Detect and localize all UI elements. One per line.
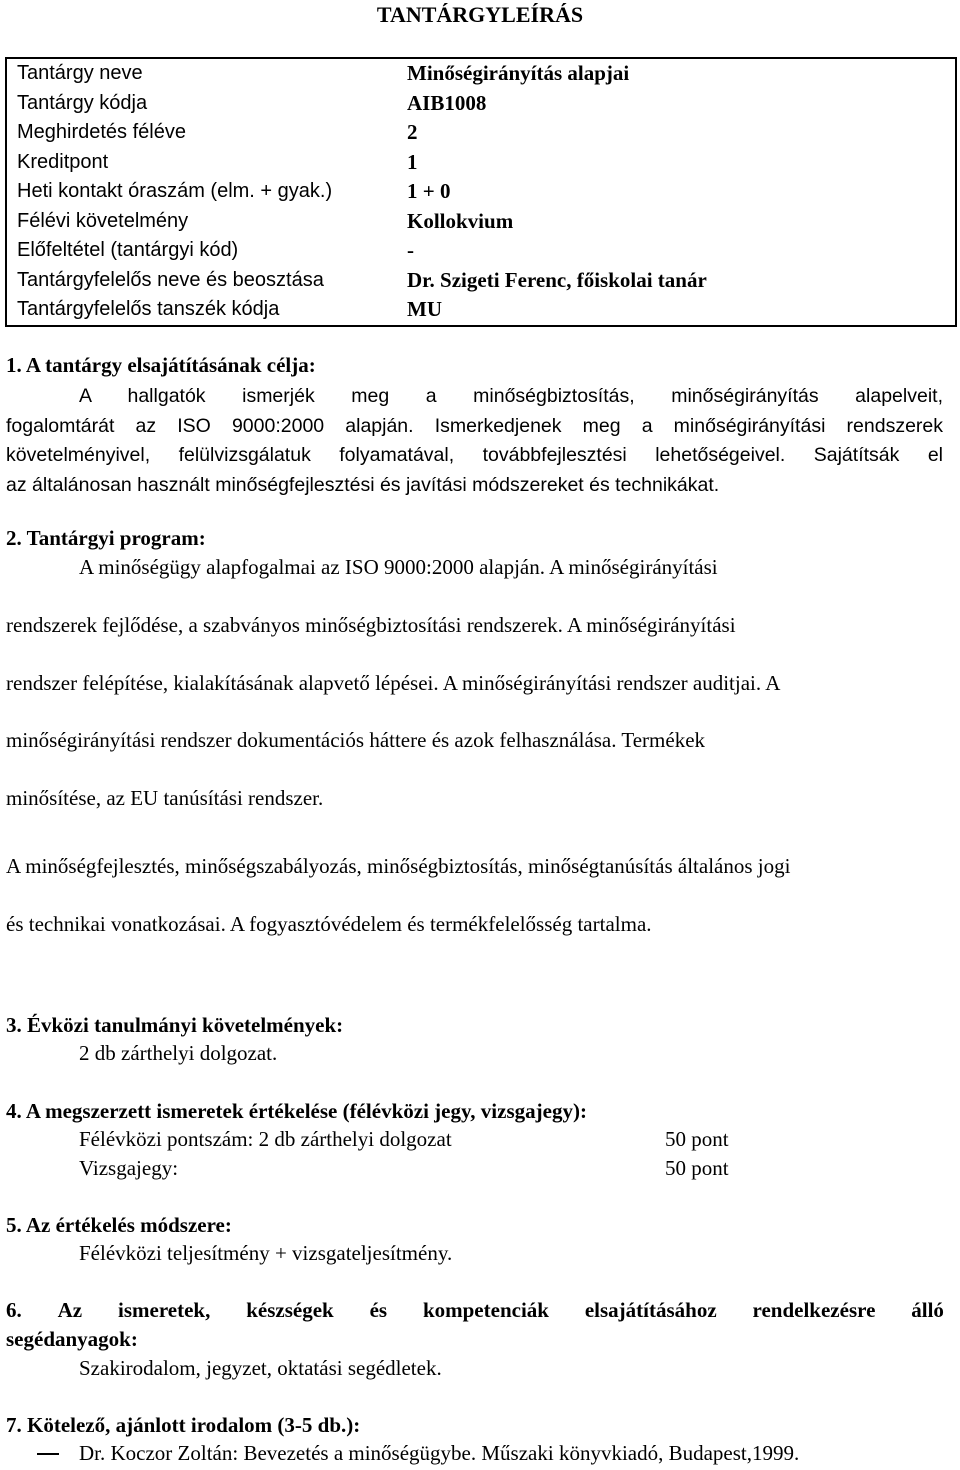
info-label: Heti kontakt óraszám (elm. + gyak.) xyxy=(17,180,333,202)
paragraph-line: követelményivel, felülvizsgálatuk folyamatával, továbbfejlesztési lehetőségeivel. Sajátítsák el xyxy=(6,444,943,466)
table-row xyxy=(6,236,956,266)
heading-word: Az xyxy=(57,1298,83,1322)
paragraph-line: A minőségfejlesztés, minőségszabályozás, minőségbiztosítás, minőségtanúsítás általános jogi xyxy=(6,854,791,878)
info-label: Félévi követelmény xyxy=(17,209,189,232)
info-value: 1 + 0 xyxy=(407,179,451,203)
heading-word: ismeretek, xyxy=(118,1298,211,1322)
info-value: MU xyxy=(407,297,442,321)
info-value: AIB1008 xyxy=(407,90,487,115)
info-label: Tantárgy neve xyxy=(17,62,143,84)
info-value: 2 xyxy=(407,120,418,144)
table-row xyxy=(6,89,956,119)
section-4-heading: 4. A megszerzett ismeretek értékelése (félévközi jegy, vizsgajegy): xyxy=(6,1099,587,1123)
info-value: Dr. Szigeti Ferenc, főiskolai tanár xyxy=(407,267,707,292)
table-row xyxy=(6,266,956,296)
info-label: Kreditpont xyxy=(17,150,109,173)
paragraph-line: az általánosan használt minőségfejlesztési és javítási módszereket és technikákat. xyxy=(6,473,720,496)
paragraph-line: rendszer felépítése, kialakításának alapvető lépései. A minőségirányítási rendszer auditjai. A xyxy=(6,671,781,695)
section-6-text: Szakirodalom, jegyzet, oktatási segédletek. xyxy=(79,1356,442,1380)
section-6-heading-cont: segédanyagok: xyxy=(6,1327,138,1351)
info-label: Tantárgyfelelős tanszék kódja xyxy=(17,298,280,320)
paragraph-line: minőségirányítási rendszer dokumentációs háttere és azok felhasználása. Termékek xyxy=(6,728,706,752)
section-1-heading: 1. A tantárgy elsajátításának célja: xyxy=(6,353,316,377)
info-label: Tantárgy kódja xyxy=(17,91,148,114)
section-7-heading: 7. Kötelező, ajánlott irodalom (3-5 db.): xyxy=(6,1413,361,1437)
heading-word: 6. xyxy=(6,1298,22,1322)
section-3-text: 2 db zárthelyi dolgozat. xyxy=(79,1041,278,1065)
table-row xyxy=(6,58,956,89)
section-2-heading: 2. Tantárgyi program: xyxy=(6,526,206,550)
paragraph-line: és technikai vonatkozásai. A fogyasztóvédelem és termékfelelősség tartalma. xyxy=(6,912,652,936)
info-label: Meghirdetés féléve xyxy=(17,121,186,143)
table-row xyxy=(6,118,956,148)
section-5-heading: 5. Az értékelés módszere: xyxy=(6,1213,232,1237)
section-1-body xyxy=(6,382,943,500)
heading-word: készségek xyxy=(246,1298,334,1322)
table-row xyxy=(6,207,956,237)
course-info-table xyxy=(5,57,957,327)
heading-word: rendelkezésre xyxy=(752,1298,876,1322)
paragraph-line: rendszerek fejlődése, a szabványos minőségbiztosítási rendszerek. A minőségirányítási xyxy=(6,613,736,637)
info-value: 1 xyxy=(407,149,418,174)
info-value: - xyxy=(407,238,414,262)
info-value: Kollokvium xyxy=(407,208,514,233)
section-5-text: Félévközi teljesítmény + vizsgateljesítmény. xyxy=(79,1241,453,1265)
page-title: TANTÁRGYLEÍRÁS xyxy=(376,2,584,27)
info-label: Előfeltétel (tantárgyi kód) xyxy=(17,239,239,261)
paragraph-line: minősítése, az EU tanúsítási rendszer. xyxy=(6,786,324,810)
dash-bullet-icon xyxy=(37,1453,59,1455)
heading-word: álló xyxy=(911,1298,944,1322)
paragraph-line: A minőségügy alapfogalmai az ISO 9000:2000 alapján. A minőségirányítási xyxy=(79,555,718,579)
info-label: Tantárgyfelelős neve és beosztása xyxy=(17,268,324,291)
paragraph-line: A hallgatók ismerjék meg a minőségbiztosítás, minőségirányítás alapelveit, xyxy=(79,385,943,407)
table-row xyxy=(6,177,956,207)
table-row xyxy=(6,148,956,178)
evaluation-value: 50 pont xyxy=(665,1156,729,1180)
heading-word: elsajátításához xyxy=(584,1298,717,1322)
list-item: Dr. Koczor Zoltán: Bevezetés a minőségügybe. Műszaki könyvkiadó, Budapest,1999. xyxy=(79,1441,800,1465)
heading-word: és xyxy=(369,1298,388,1322)
evaluation-label: Vizsgajegy: xyxy=(79,1156,179,1180)
table-row xyxy=(6,295,956,326)
section-6-heading xyxy=(6,1298,944,1323)
evaluation-value: 50 pont xyxy=(665,1127,729,1151)
evaluation-label: Félévközi pontszám: 2 db zárthelyi dolgozat xyxy=(79,1127,452,1151)
info-value: Minőségirányítás alapjai xyxy=(407,61,630,85)
section-3-heading: 3. Évközi tanulmányi követelmények: xyxy=(6,1013,344,1037)
heading-word: kompetenciák xyxy=(422,1298,549,1322)
paragraph-line: fogalomtárát az ISO 9000:2000 alapján. Ismerkedjenek meg a minőségirányítási rendszerek xyxy=(6,414,943,437)
